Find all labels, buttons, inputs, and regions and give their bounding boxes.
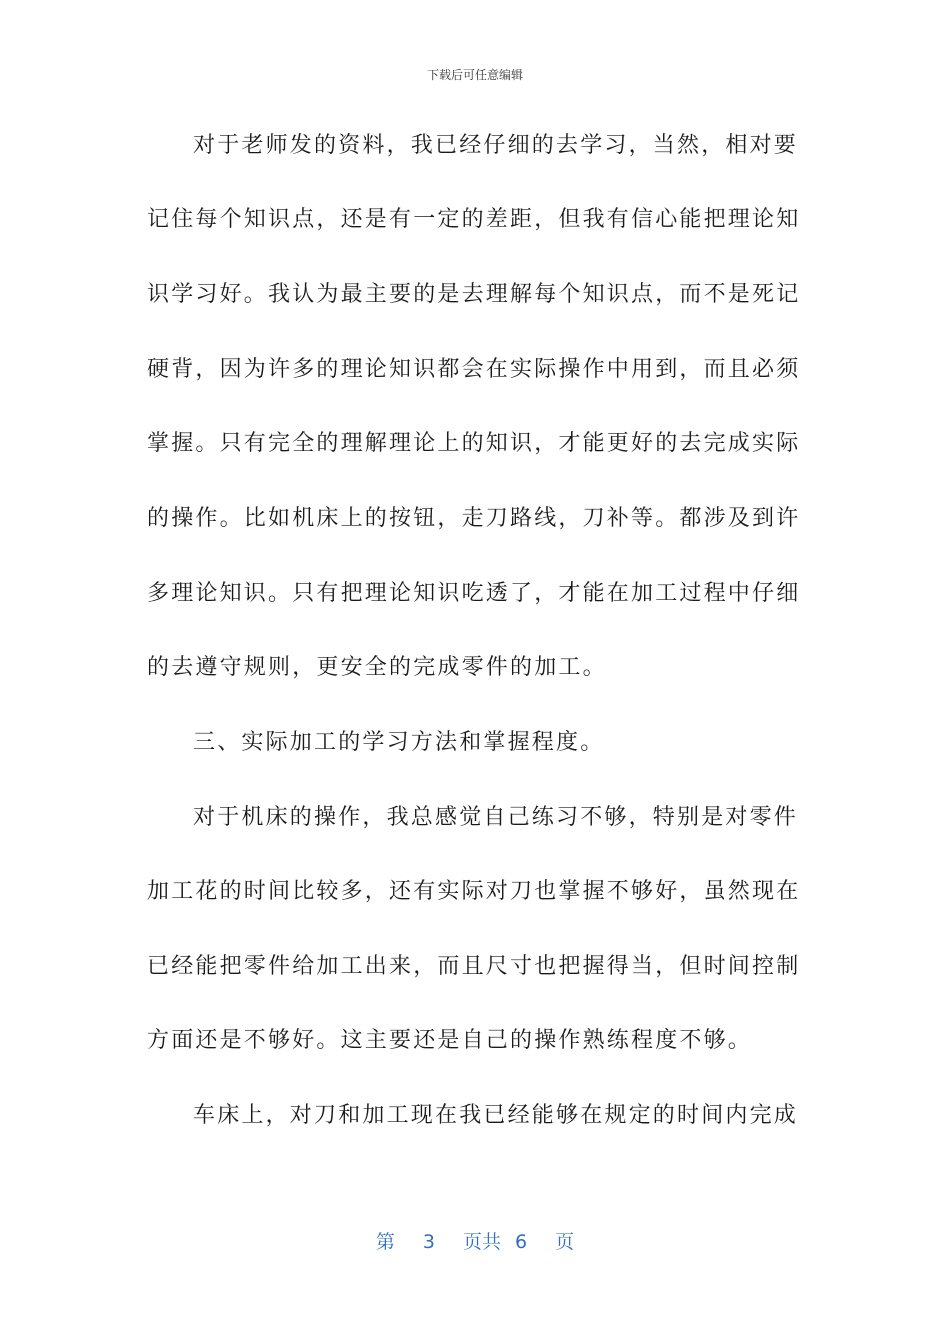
page-header: 下载后可任意编辑 <box>426 68 523 82</box>
paragraph-line: 多理论知识。只有把理论知识吃透了，才能在加工过程中仔细 <box>147 581 801 606</box>
paragraph-line: 记住每个知识点，还是有一定的差距，但我有信心能把理论知 <box>147 207 801 232</box>
page-mid: 页共 <box>462 1231 501 1253</box>
paragraph-line: 对于机床的操作，我总感觉自己练习不够，特别是对零件 <box>193 805 799 830</box>
current-page-number: 3 <box>422 1231 435 1253</box>
paragraph-line: 方面还是不够好。这主要还是自己的操作熟练程度不够。 <box>147 1028 753 1053</box>
paragraph-line: 掌握。只有完全的理解理论上的知识，才能更好的去完成实际 <box>147 431 801 456</box>
total-pages-number: 6 <box>515 1231 528 1253</box>
section-heading: 三、实际加工的学习方法和掌握程度。 <box>193 730 605 755</box>
paragraph-line: 识学习好。我认为最主要的是去理解每个知识点，而不是死记 <box>147 282 801 307</box>
page-suffix: 页 <box>555 1231 575 1253</box>
paragraph-line: 已经能把零件给加工出来，而且尺寸也把握得当，但时间控制 <box>147 954 801 979</box>
paragraph-line: 硬背，因为许多的理论知识都会在实际操作中用到，而且必须 <box>147 357 801 382</box>
paragraph-line: 对于老师发的资料，我已经仔细的去学习，当然，相对要 <box>193 133 799 158</box>
paragraph-line: 车床上，对刀和加工现在我已经能够在规定的时间内完成 <box>193 1103 799 1128</box>
page-prefix: 第 <box>375 1231 395 1253</box>
page-footer <box>0 1227 950 1254</box>
paragraph-line: 加工花的时间比较多，还有实际对刀也掌握不够好，虽然现在 <box>147 879 801 904</box>
paragraph-line: 的去遵守规则，更安全的完成零件的加工。 <box>147 655 607 680</box>
paragraph-line: 的操作。比如机床上的按钮，走刀路线，刀补等。都涉及到许 <box>147 506 801 531</box>
